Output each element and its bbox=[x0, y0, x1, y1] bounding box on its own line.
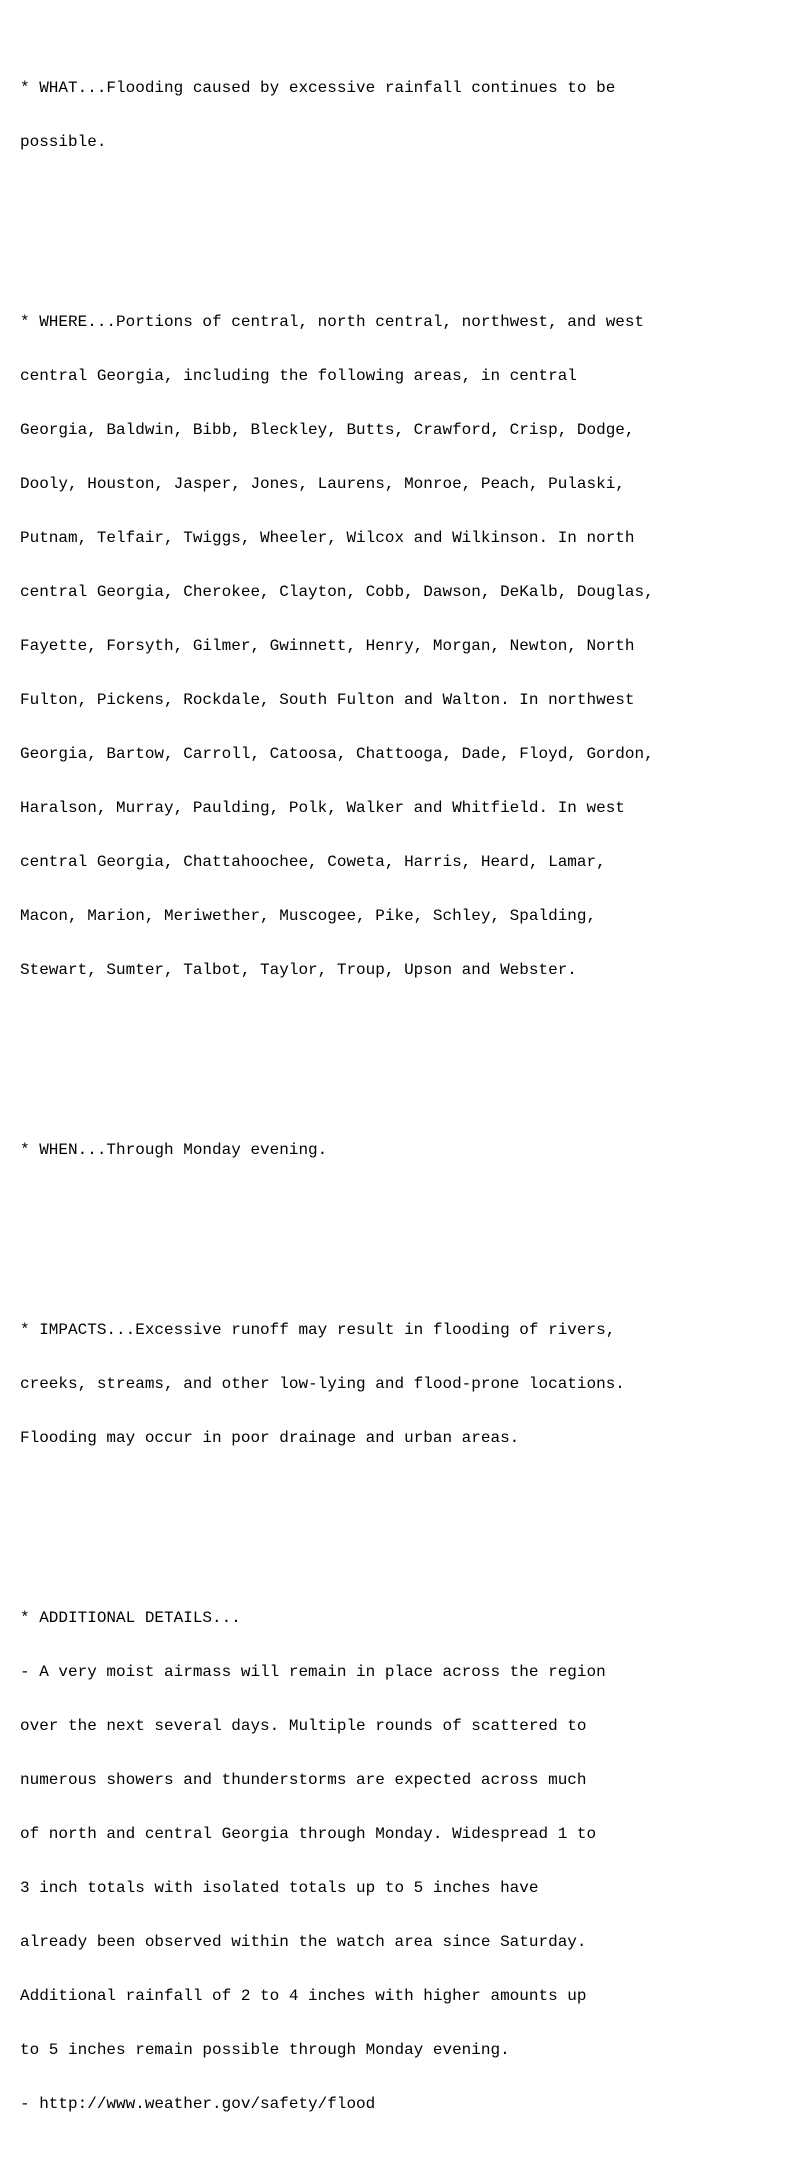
text-line: * ADDITIONAL DETAILS... bbox=[20, 1609, 241, 1627]
text-line: Fayette, Forsyth, Gilmer, Gwinnett, Henry, Morgan, Newton, North bbox=[20, 637, 635, 655]
flood-watch-text bbox=[20, 7, 654, 2167]
what-section bbox=[20, 43, 654, 187]
text-line: creeks, streams, and other low-lying and flood-prone locations. bbox=[20, 1375, 625, 1393]
impacts-section bbox=[20, 1285, 654, 1483]
text-line: Georgia, Baldwin, Bibb, Bleckley, Butts, Crawford, Crisp, Dodge, bbox=[20, 421, 635, 439]
when-section bbox=[20, 1105, 654, 1195]
text-line: already been observed within the watch area since Saturday. bbox=[20, 1933, 587, 1951]
blank-line bbox=[20, 1519, 654, 1537]
text-line: Fulton, Pickens, Rockdale, South Fulton and Walton. In northwest bbox=[20, 691, 635, 709]
blank-line bbox=[20, 1051, 654, 1069]
text-line: central Georgia, including the following areas, in central bbox=[20, 367, 577, 385]
text-line: Macon, Marion, Meriwether, Muscogee, Pike, Schley, Spalding, bbox=[20, 907, 597, 925]
text-line: possible. bbox=[20, 133, 107, 151]
text-line: * IMPACTS...Excessive runoff may result in flooding of rivers, bbox=[20, 1321, 616, 1339]
text-line: over the next several days. Multiple rounds of scattered to bbox=[20, 1717, 587, 1735]
blank-line bbox=[20, 1231, 654, 1249]
safety-link: - http://www.weather.gov/safety/flood bbox=[20, 2095, 376, 2113]
text-line: of north and central Georgia through Monday. Widespread 1 to bbox=[20, 1825, 597, 1843]
text-line: Putnam, Telfair, Twiggs, Wheeler, Wilcox and Wilkinson. In north bbox=[20, 529, 635, 547]
text-line: * WHAT...Flooding caused by excessive rainfall continues to be bbox=[20, 79, 616, 97]
additional-details-section bbox=[20, 1573, 654, 2149]
text-line: to 5 inches remain possible through Monday evening. bbox=[20, 2041, 510, 2059]
text-line: numerous showers and thunderstorms are expected across much bbox=[20, 1771, 587, 1789]
text-line: Additional rainfall of 2 to 4 inches with higher amounts up bbox=[20, 1987, 587, 2005]
text-line: 3 inch totals with isolated totals up to 5 inches have bbox=[20, 1879, 539, 1897]
text-line: - A very moist airmass will remain in place across the region bbox=[20, 1663, 606, 1681]
text-line: Dooly, Houston, Jasper, Jones, Laurens, Monroe, Peach, Pulaski, bbox=[20, 475, 625, 493]
blank-line bbox=[20, 223, 654, 241]
text-line: central Georgia, Chattahoochee, Coweta, Harris, Heard, Lamar, bbox=[20, 853, 606, 871]
where-section bbox=[20, 277, 654, 1015]
text-line: Georgia, Bartow, Carroll, Catoosa, Chattooga, Dade, Floyd, Gordon, bbox=[20, 745, 654, 763]
text-line: central Georgia, Cherokee, Clayton, Cobb, Dawson, DeKalb, Douglas, bbox=[20, 583, 654, 601]
text-line: Stewart, Sumter, Talbot, Taylor, Troup, Upson and Webster. bbox=[20, 961, 577, 979]
text-line: Haralson, Murray, Paulding, Polk, Walker and Whitfield. In west bbox=[20, 799, 625, 817]
text-line: * WHERE...Portions of central, north central, northwest, and west bbox=[20, 313, 645, 331]
text-line: * WHEN...Through Monday evening. bbox=[20, 1141, 328, 1159]
text-line: Flooding may occur in poor drainage and urban areas. bbox=[20, 1429, 520, 1447]
